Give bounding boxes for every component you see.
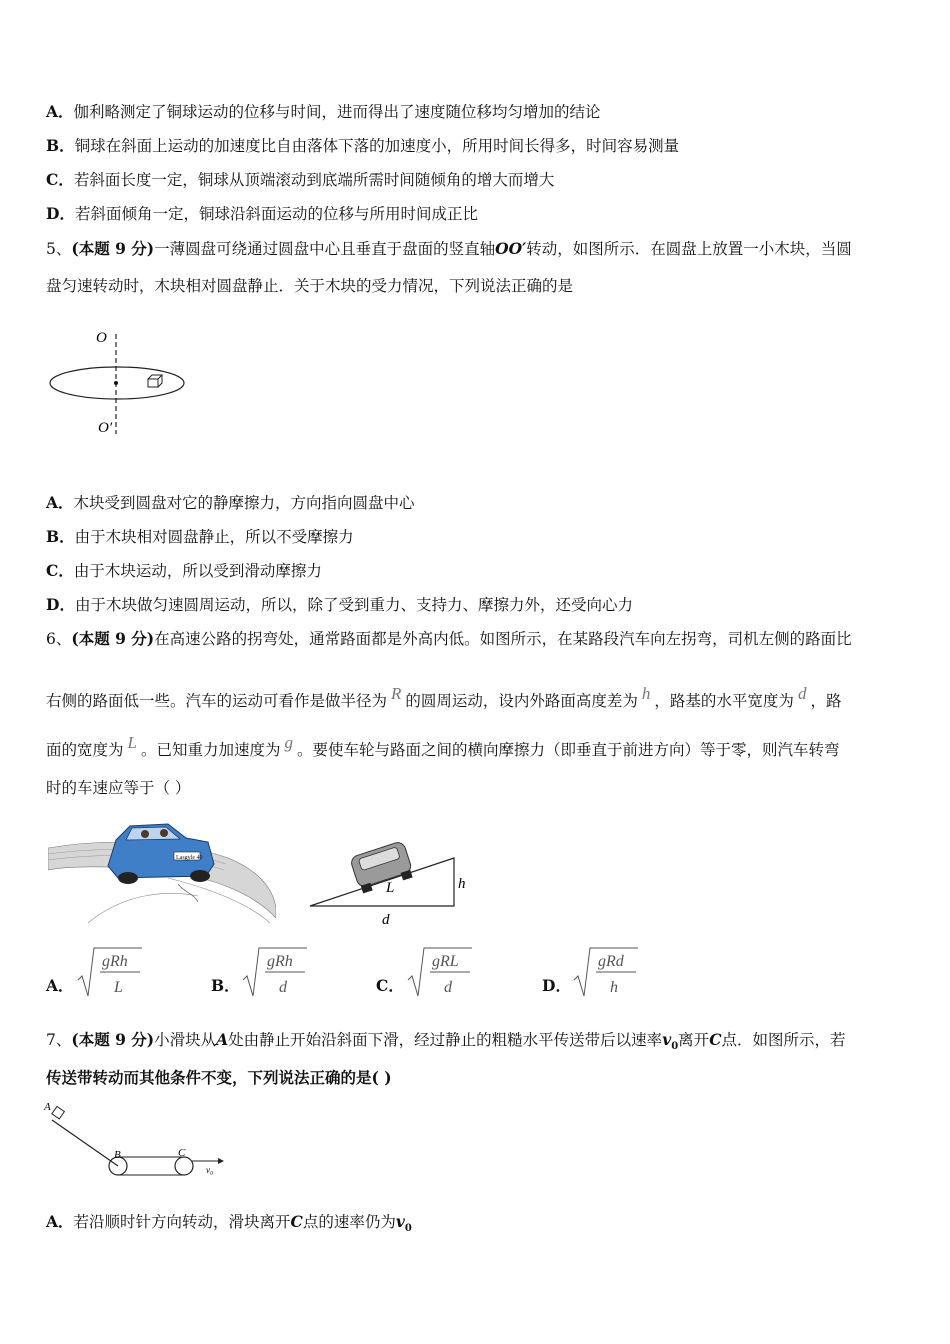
q6-label-d: d bbox=[382, 912, 390, 928]
q7-pulley-c bbox=[175, 1157, 193, 1175]
q7-stem-line1: 7、(本题 9 分)小滑块从A处由静止开始沿斜面下滑，经过静止的粗糙水平传送带后以速率$v_0$离开C点．如图所示，若 bbox=[46, 1030, 846, 1053]
q5-block bbox=[148, 375, 162, 387]
q6-label-l: L bbox=[386, 880, 395, 896]
q4-option-d: D．若斜面倾角一定，铜球沿斜面运动的位移与所用时间成正比 bbox=[46, 204, 478, 223]
q5-disc-center bbox=[114, 381, 118, 385]
svg-text:gRd: gRd bbox=[598, 953, 624, 970]
q6-car-plate: Lasgyle 40 bbox=[176, 855, 203, 861]
q6-incline-car bbox=[350, 841, 415, 894]
q6-symbol-r: R bbox=[391, 684, 402, 703]
q6-stem-line1: 6、(本题 9 分)在高速公路的拐弯处，通常路面都是外高内低。如图所示，在某路段汽车向左拐弯，司机左侧的路面比 bbox=[46, 629, 852, 648]
q7-slider-block bbox=[52, 1106, 65, 1119]
q5-option-a: A．木块受到圆盘对它的静摩擦力，方向指向圆盘中心 bbox=[46, 493, 415, 512]
q6-option-c-formula bbox=[406, 944, 476, 1000]
q6-option-d-formula bbox=[572, 944, 642, 1000]
q6-car-photo bbox=[48, 818, 276, 928]
q6-stem-line3: 面的宽度为 L 。已知重力加速度为 g 。要使车轮与路面之间的横向摩擦力（即垂直于前进方向）等于零，则汽车转弯 bbox=[46, 733, 840, 759]
q5-stem-line1: 5、(本题 9 分)一薄圆盘可绕通过圆盘中心且垂直于盘面的竖直轴OO′转动，如图所示．在圆盘上放置一小木块，当圆 bbox=[46, 239, 852, 258]
q4-option-b: B．铜球在斜面上运动的加速度比自由落体下落的加速度小，所用时间长得多，时间容易测量 bbox=[46, 136, 680, 155]
svg-text:d: d bbox=[444, 979, 452, 996]
q6-car bbox=[108, 824, 214, 902]
svg-text:gRL: gRL bbox=[432, 953, 459, 970]
q6-stem-line2: 右侧的路面低一些。汽车的运动可看作是做半径为 R 的圆周运动，设内外路面高度差为 h ，路基的水平宽度为 d ，路 bbox=[46, 684, 842, 710]
q6-symbol-h: h bbox=[641, 684, 651, 703]
q7-incline bbox=[52, 1120, 118, 1166]
q6-symbol-d: d bbox=[797, 684, 807, 703]
q5-option-c: C．由于木块运动，所以受到滑动摩擦力 bbox=[46, 561, 322, 580]
svg-text:gRh: gRh bbox=[102, 953, 128, 970]
svg-text:gRh: gRh bbox=[267, 953, 293, 970]
q6-option-b-formula bbox=[241, 944, 311, 1000]
q6-label-h: h bbox=[458, 876, 466, 892]
q6-stem-line4: 时的车速应等于（ ） bbox=[46, 779, 191, 797]
q5-label-o: O bbox=[96, 330, 107, 346]
q6-incline-diagram bbox=[308, 832, 478, 928]
q7-velocity-arrowhead bbox=[218, 1158, 224, 1164]
q5-stem-line2: 盘匀速转动时，木块相对圆盘静止．关于木块的受力情况，下列说法正确的是 bbox=[46, 277, 574, 295]
q5-option-b: B．由于木块相对圆盘静止，所以不受摩擦力 bbox=[46, 527, 354, 546]
svg-text:L: L bbox=[114, 979, 123, 996]
q6-option-a-formula bbox=[76, 944, 146, 1000]
q7-stem-line2: 传送带转动而其他条件不变，下列说法正确的是( ) bbox=[46, 1068, 392, 1087]
q5-label-o-prime: O′ bbox=[98, 420, 113, 436]
q7-option-a: A．若沿顺时针方向转动，滑块离开C点的速率仍为$v_0$ bbox=[46, 1212, 412, 1235]
q6-symbol-l: L bbox=[127, 733, 137, 752]
q7-conveyor-figure bbox=[42, 1098, 232, 1184]
q6-symbol-g: g bbox=[284, 733, 293, 752]
q4-option-a: A．伽利略测定了铜球运动的位移与时间，进而得出了速度随位移均匀增加的结论 bbox=[46, 102, 601, 121]
q5-option-d: D．由于木块做匀速圆周运动，所以，除了受到重力、支持力、摩擦力外，还受向心力 bbox=[46, 595, 633, 614]
q7-label-v0: v₀ bbox=[206, 1165, 214, 1175]
q7-label-c: C bbox=[178, 1147, 186, 1159]
q7-label-a: A bbox=[44, 1101, 51, 1113]
q5-disc-figure bbox=[44, 322, 194, 438]
q4-option-c: C．若斜面长度一定，铜球从顶端滚动到底端所需时间随倾角的增大而增大 bbox=[46, 170, 555, 189]
q7-label-b: B bbox=[114, 1149, 121, 1161]
svg-text:h: h bbox=[610, 979, 618, 996]
svg-text:d: d bbox=[279, 979, 287, 996]
